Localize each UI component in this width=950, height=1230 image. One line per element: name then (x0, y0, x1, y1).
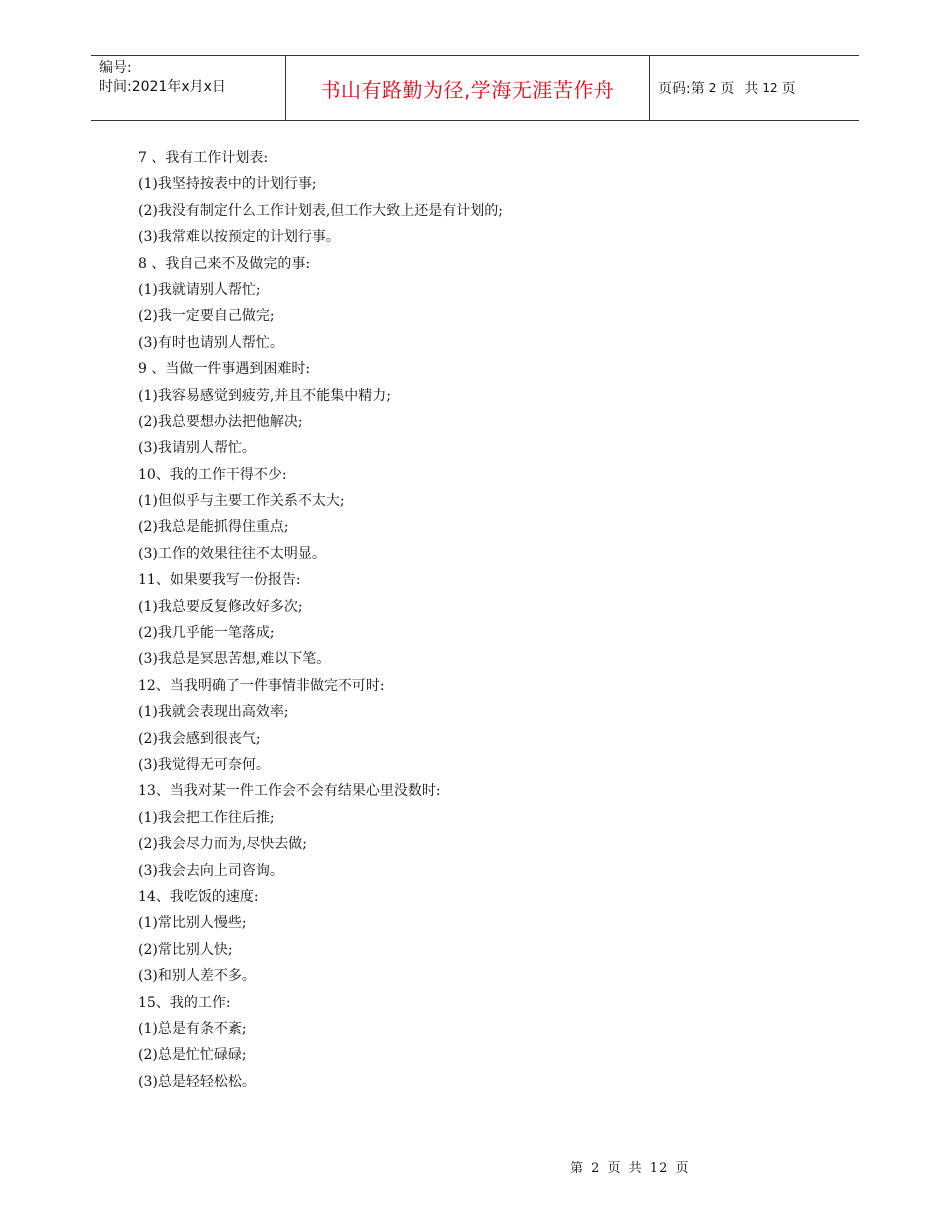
option-line: (3)我常难以按预定的计划行事。 (138, 229, 340, 246)
document-number-label: 编号: (99, 60, 132, 76)
document-date: 时间:2021年x月x日 (99, 79, 226, 95)
option-line: (2)总是忙忙碌碌; (138, 1047, 247, 1064)
option-line: (3)我觉得无可奈何。 (138, 756, 270, 773)
page-footer: 第 2 页 共 12 页 (570, 1161, 690, 1176)
header-slogan: 书山有路勤为径,学海无涯苦作舟 (286, 56, 650, 120)
option-line: (2)我总是能抓得住重点; (138, 519, 289, 536)
page-total-prefix: 共 (744, 81, 759, 97)
option-line: (2)我会尽力而为,尽快去做; (138, 836, 307, 853)
question-line: 12、当我明确了一件事情非做完不可时: (138, 677, 385, 694)
option-line: (1)我就请别人帮忙; (138, 281, 261, 298)
page-label: 页码:第 (658, 81, 705, 97)
option-line: (3)和别人差不多。 (138, 968, 256, 985)
page-current: 2 (708, 81, 717, 95)
option-line: (3)我会去向上司咨询。 (138, 862, 284, 879)
option-line: (3)工作的效果往往不太明显。 (138, 545, 326, 562)
question-line: 15、我的工作: (138, 994, 231, 1011)
question-line: 9 、当做一件事遇到困难时: (138, 361, 311, 378)
option-line: (3)总是轻轻松松。 (138, 1073, 256, 1090)
page-total-unit: 页 (781, 81, 796, 97)
option-line: (3)我请别人帮忙。 (138, 440, 256, 457)
option-line: (2)我几乎能一笔落成; (138, 625, 275, 642)
option-line: (1)我坚持按表中的计划行事; (138, 176, 317, 193)
option-line: (1)我总要反复修改好多次; (138, 598, 303, 615)
page-total: 12 (762, 81, 778, 95)
header-meta (91, 56, 286, 120)
question-line: 7 、我有工作计划表: (138, 150, 269, 166)
option-line: (3)我总是冥思苦想,难以下笔。 (138, 651, 331, 668)
questionnaire-body (138, 145, 778, 1095)
option-line: (2)我会感到很丧气; (138, 730, 261, 747)
option-line: (1)我容易感觉到疲劳,并且不能集中精力; (138, 387, 391, 404)
option-line: (1)我会把工作往后推; (138, 809, 275, 826)
page-unit: 页 (720, 81, 735, 97)
question-line: 10、我的工作干得不少: (138, 466, 287, 483)
question-line: 13、当我对某一件工作会不会有结果心里没数时: (138, 783, 441, 800)
option-line: (1)我就会表现出高效率; (138, 704, 289, 721)
option-line: (2)我一定要自己做完; (138, 308, 275, 325)
question-line: 8 、我自己来不及做完的事: (138, 255, 311, 272)
question-line: 14、我吃饭的速度: (138, 888, 259, 905)
option-line: (2)常比别人快; (138, 941, 233, 958)
option-line: (3)有时也请别人帮忙。 (138, 334, 284, 351)
option-line: (1)常比别人慢些; (138, 915, 247, 932)
page-header (91, 55, 859, 121)
header-page-number (650, 56, 859, 120)
option-line: (2)我总要想办法把他解决; (138, 413, 303, 430)
option-line: (2)我没有制定什么工作计划表,但工作大致上还是有计划的; (138, 202, 503, 219)
option-line: (1)总是有条不紊; (138, 1020, 247, 1037)
option-line: (1)但似乎与主要工作关系不太大; (138, 493, 345, 510)
question-line: 11、如果要我写一份报告: (138, 572, 301, 589)
